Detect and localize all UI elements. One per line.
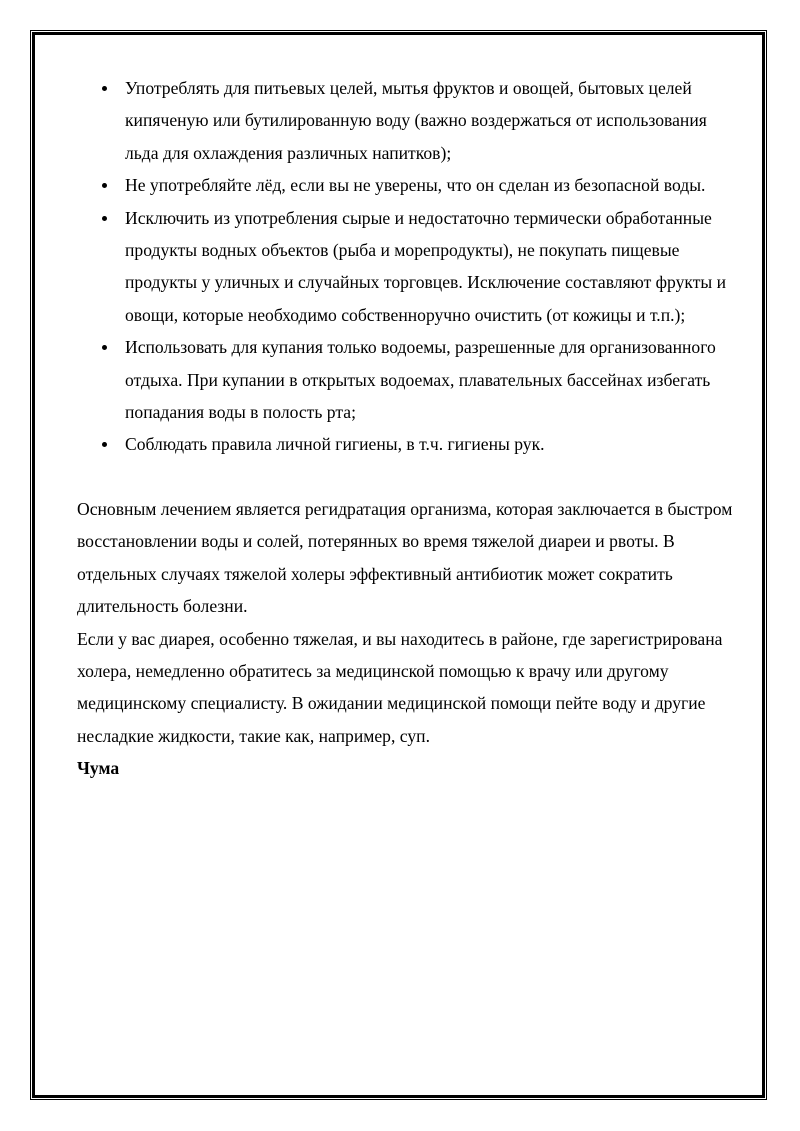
list-item-text: Употреблять для питьевых целей, мытья фруктов и овощей, бытовых целей кипяченую или бутилированную воду (важно воздержаться от использования льда для охлаждения различных напитков);: [125, 78, 707, 163]
treatment-paragraph: Основным лечением является регидратация организма, которая заключается в быстром восстановлении воды и солей, потерянных во время тяжелой диареи и рвоты. В отдельных случаях тяжелой холеры эффективный антибиотик может сократить длительность болезни.: [77, 498, 733, 617]
list-item-text: Использовать для купания только водоемы, разрешенные для организованного отдыха. При купании в открытых водоемах, плавательных бассейнах избегать попадания воды в полость рта;: [125, 337, 716, 423]
bullet-icon: [102, 183, 107, 188]
list-item-text: Не употребляйте лёд, если вы не уверены, что он сделан из безопасной воды.: [125, 175, 706, 196]
list-item: [77, 169, 737, 201]
section-heading-plague: Чума: [77, 758, 120, 779]
list-item-text: Соблюдать правила личной гигиены, в т.ч. гигиены рук.: [125, 434, 545, 455]
list-item: [77, 202, 737, 332]
bullet-icon: [102, 345, 107, 350]
bullet-icon: [102, 216, 107, 221]
paragraph-spacer: [77, 461, 737, 493]
list-item: [77, 428, 737, 460]
bullet-icon: [102, 442, 107, 447]
bullet-icon: [102, 86, 107, 91]
list-item: [77, 72, 737, 169]
list-item-text: Исключить из употребления сырые и недостаточно термически обработанные продукты водных объектов (рыба и морепродукты), не покупать пищевые продукты у уличных и случайных торговцев. Исключение составляют фрукты и овощи, которые необходимо собственноручно очистить (от кожицы и т.п.);: [125, 207, 727, 325]
prevention-bullet-list: [77, 72, 737, 461]
advice-paragraph: Если у вас диарея, особенно тяжелая, и вы находитесь в районе, где зарегистрирована холера, немедленно обратитесь за медицинской помощью к врачу или другому медицинскому специалисту. В ожидании медицинской помощи пейте воду и другие несладкие жидкости, такие как, например, суп.: [77, 628, 723, 746]
document-body: [77, 72, 737, 785]
list-item: [77, 331, 737, 428]
